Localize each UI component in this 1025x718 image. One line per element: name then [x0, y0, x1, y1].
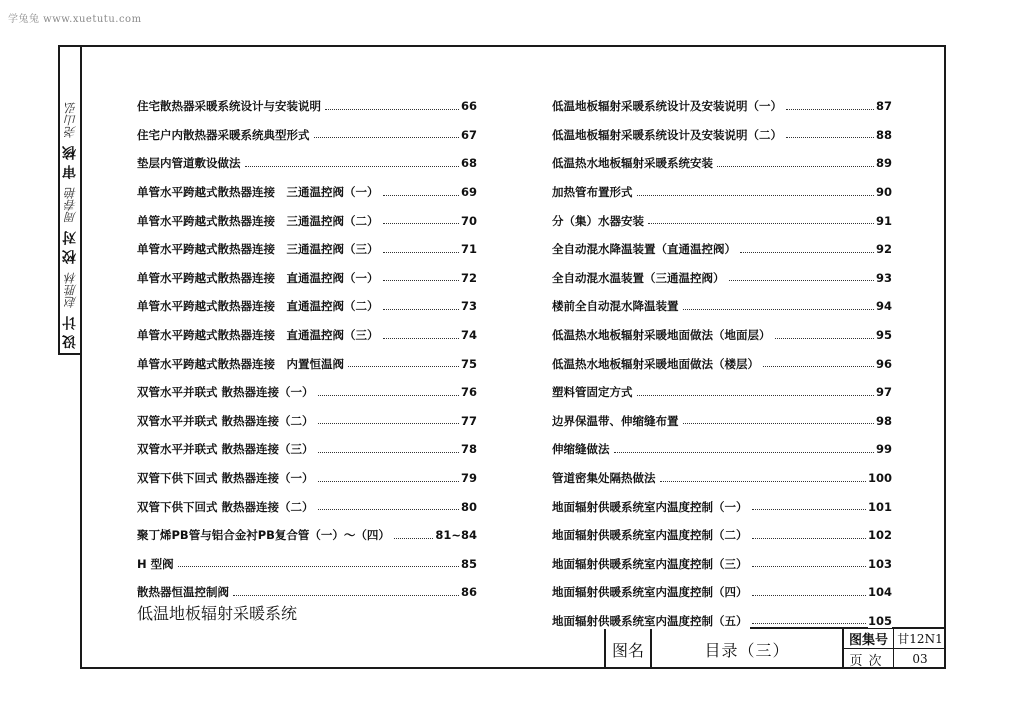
toc-entry-page: 68 [460, 156, 477, 171]
toc-entry [552, 435, 892, 464]
toc-entry-page: 66 [460, 99, 477, 114]
toc-entry-title: 地面辐射供暖系统室内温度控制（五） [552, 613, 748, 628]
toc-entry-title: 低温地板辐射采暖系统设计及安装说明（二） [552, 127, 782, 142]
toc-entry-title: 住宅户内散热器采暖系统典型形式 [137, 127, 310, 142]
toc-entry-title: 加热管布置形式 [552, 185, 633, 200]
toc-entry-page: 95 [875, 328, 892, 343]
toc-leader-dots [178, 566, 459, 567]
toc-entry-title: 双管水平并联式 散热器连接（三） [137, 442, 314, 457]
reviewer-signature: 尧山弘 [63, 102, 78, 139]
toc-entry [552, 464, 892, 493]
toc-entry [137, 550, 477, 579]
toc-entry-title: 单管水平跨越式散热器连接 三通温控阀（一） [137, 185, 379, 200]
toc-entry-page: 79 [460, 471, 477, 486]
toc-leader-dots [786, 109, 874, 110]
toc-left-column [137, 92, 477, 607]
toc-leader-dots [729, 280, 874, 281]
page-number: 03 [912, 652, 928, 666]
toc-entry [552, 349, 892, 378]
toc-entry-page: 71 [460, 242, 477, 257]
toc-entry [137, 92, 477, 121]
toc-entry-page: 98 [875, 413, 892, 428]
title-block [604, 627, 946, 669]
toc-leader-dots [383, 309, 459, 310]
toc-leader-dots [383, 338, 459, 339]
toc-entry [552, 149, 892, 178]
toc-entry-page: 80 [460, 499, 477, 514]
toc-leader-dots [683, 309, 874, 310]
toc-entry-page: 85 [460, 556, 477, 571]
toc-entry-page: 93 [875, 270, 892, 285]
toc-entry-page: 103 [867, 556, 892, 571]
toc-entry-title: 双管水平并联式 散热器连接（一） [137, 385, 314, 400]
toc-entry [552, 321, 892, 350]
toc-entry-page: 78 [460, 442, 477, 457]
toc-leader-dots [648, 223, 874, 224]
toc-entry-page: 70 [460, 213, 477, 228]
toc-entry [137, 321, 477, 350]
toc-leader-dots [325, 109, 459, 110]
toc-entry [552, 492, 892, 521]
toc-leader-dots [318, 481, 459, 482]
toc-leader-dots [752, 623, 866, 624]
toc-entry-title: 低温热水地板辐射采暖地面做法（楼层） [552, 356, 759, 371]
toc-entry [137, 435, 477, 464]
toc-entry-title: 管道密集处隔热做法 [552, 471, 656, 486]
toc-entry-page: 75 [460, 356, 477, 371]
toc-entry [137, 492, 477, 521]
toc-entry [552, 521, 892, 550]
section-heading: 低温地板辐射采暖系统 [137, 604, 298, 623]
toc-leader-dots [752, 566, 866, 567]
toc-entry-page: 105 [867, 613, 892, 628]
toc-entry-title: 单管水平跨越式散热器连接 直通温控阀（一） [137, 270, 379, 285]
toc-entry-page: 72 [460, 270, 477, 285]
toc-leader-dots [752, 509, 866, 510]
toc-entry [552, 264, 892, 293]
toc-entry [137, 149, 477, 178]
toc-leader-dots [318, 395, 459, 396]
atlas-number-label: 图集号 [844, 629, 894, 649]
toc-entry-title: 全自动混水温装置（三通温控阀） [552, 270, 725, 285]
toc-entry-page: 102 [867, 528, 892, 543]
toc-entry-title: 单管水平跨越式散热器连接 直通温控阀（二） [137, 299, 379, 314]
toc-entry [552, 178, 892, 207]
toc-entry-page: 92 [875, 242, 892, 257]
toc-entry-page: 76 [460, 385, 477, 400]
page-number-label: 页次 [844, 649, 894, 669]
toc-entry [137, 264, 477, 293]
review-label: 审 核 [62, 146, 78, 180]
toc-leader-dots [752, 538, 866, 539]
toc-entry-page: 90 [875, 185, 892, 200]
toc-leader-dots [786, 137, 874, 138]
toc-leader-dots [614, 452, 874, 453]
toc-entry-title: 地面辐射供暖系统室内温度控制（一） [552, 499, 748, 514]
toc-leader-dots [314, 137, 459, 138]
toc-entry [552, 550, 892, 579]
toc-entry-title: 单管水平跨越式散热器连接 三通温控阀（二） [137, 213, 379, 228]
toc-entry-page: 74 [460, 328, 477, 343]
toc-entry [552, 92, 892, 121]
toc-leader-dots [740, 252, 874, 253]
watermark-text: 学兔兔 www.xuetutu.com [8, 14, 142, 25]
toc-entry-page: 73 [460, 299, 477, 314]
toc-entry-page: 104 [867, 585, 892, 600]
toc-entry-page: 77 [460, 413, 477, 428]
toc-leader-dots [394, 538, 433, 539]
toc-leader-dots [775, 338, 874, 339]
toc-entry [137, 464, 477, 493]
toc-entry [137, 407, 477, 436]
signature-column [58, 45, 80, 355]
toc-leader-dots [383, 252, 459, 253]
toc-entry [552, 378, 892, 407]
toc-entry-title: 单管水平跨越式散热器连接 内置恒温阀 [137, 356, 344, 371]
toc-entry-page: 81~84 [435, 528, 477, 543]
toc-leader-dots [318, 423, 459, 424]
toc-entry-title: 全自动混水降温装置（直通温控阀） [552, 242, 736, 257]
toc-entry-title: 塑料管固定方式 [552, 385, 633, 400]
toc-entry-page: 97 [875, 385, 892, 400]
proofread-label: 校 对 [62, 231, 78, 265]
toc-leader-dots [683, 423, 874, 424]
toc-entry [552, 235, 892, 264]
toc-leader-dots [637, 395, 874, 396]
toc-leader-dots [233, 595, 459, 596]
toc-entry [552, 206, 892, 235]
toc-entry-title: 地面辐射供暖系统室内温度控制（二） [552, 528, 748, 543]
toc-entry [137, 235, 477, 264]
toc-leader-dots [717, 166, 874, 167]
toc-entry-title: 地面辐射供暖系统室内温度控制（四） [552, 585, 748, 600]
toc-leader-dots [637, 195, 874, 196]
toc-leader-dots [660, 481, 866, 482]
toc-entry-page: 91 [875, 213, 892, 228]
toc-leader-dots [383, 280, 459, 281]
toc-entry-title: 楼前全自动混水降温装置 [552, 299, 679, 314]
toc-leader-dots [348, 366, 459, 367]
toc-entry-page: 87 [875, 99, 892, 114]
toc-entry-title: 分（集）水器安装 [552, 213, 644, 228]
toc-entry-title: 双管下供下回式 散热器连接（一） [137, 471, 314, 486]
toc-leader-dots [383, 223, 459, 224]
toc-entry-page: 67 [460, 127, 477, 142]
toc-entry-title: 低温热水地板辐射采暖地面做法（地面层） [552, 328, 771, 343]
toc-entry-title: 边界保温带、伸缩缝布置 [552, 413, 679, 428]
toc-leader-dots [383, 195, 459, 196]
toc-leader-dots [763, 366, 874, 367]
toc-entry-page: 101 [867, 499, 892, 514]
toc-entry-page: 86 [460, 585, 477, 600]
toc-entry-title: 聚丁烯PB管与铝合金衬PB复合管（一）～（四） [137, 528, 390, 543]
drawing-name-label: 图名 [606, 629, 652, 669]
atlas-number: 甘12N1 [894, 629, 946, 649]
design-label: 设 计 [62, 316, 78, 349]
toc-entry-title: 单管水平跨越式散热器连接 直通温控阀（三） [137, 328, 379, 343]
toc-entry-page: 88 [875, 127, 892, 142]
toc-entry [137, 178, 477, 207]
toc-entry-page: 96 [875, 356, 892, 371]
toc-entry-title: 住宅散热器采暖系统设计与安装说明 [137, 99, 321, 114]
toc-entry-title: 散热器恒温控制阀 [137, 585, 229, 600]
toc-entry [137, 206, 477, 235]
toc-entry-page: 94 [875, 299, 892, 314]
toc-leader-dots [318, 509, 459, 510]
toc-leader-dots [318, 452, 459, 453]
toc-entry [552, 292, 892, 321]
toc-entry [552, 121, 892, 150]
toc-entry [137, 349, 477, 378]
toc-entry [137, 292, 477, 321]
toc-entry-title: 单管水平跨越式散热器连接 三通温控阀（三） [137, 242, 379, 257]
toc-entry-title: 垫层内管道敷设做法 [137, 156, 241, 171]
toc-entry-page: 69 [460, 185, 477, 200]
toc-entry-page: 89 [875, 156, 892, 171]
toc-entry-title: 伸缩缝做法 [552, 442, 610, 457]
toc-entry [137, 121, 477, 150]
toc-leader-dots [245, 166, 459, 167]
toc-entry-title: 地面辐射供暖系统室内温度控制（三） [552, 556, 748, 571]
toc-entry [552, 407, 892, 436]
toc-entry-title: H 型阀 [137, 556, 174, 571]
toc-entry-title: 双管下供下回式 散热器连接（二） [137, 499, 314, 514]
toc-entry-page: 100 [867, 471, 892, 486]
toc-leader-dots [752, 595, 866, 596]
toc-entry [137, 378, 477, 407]
toc-right-column [552, 92, 892, 635]
drawing-name: 目录（三） [652, 629, 844, 669]
toc-entry [552, 578, 892, 607]
toc-entry-title: 低温地板辐射采暖系统设计及安装说明（一） [552, 99, 782, 114]
toc-entry [137, 521, 477, 550]
proofreader-signature: 周春艳 [63, 187, 78, 224]
toc-entry-title: 低温热水地板辐射采暖系统安装 [552, 156, 713, 171]
designer-signature: 赵胜林 [63, 272, 78, 309]
toc-entry-title: 双管水平并联式 散热器连接（二） [137, 413, 314, 428]
toc-entry-page: 99 [875, 442, 892, 457]
